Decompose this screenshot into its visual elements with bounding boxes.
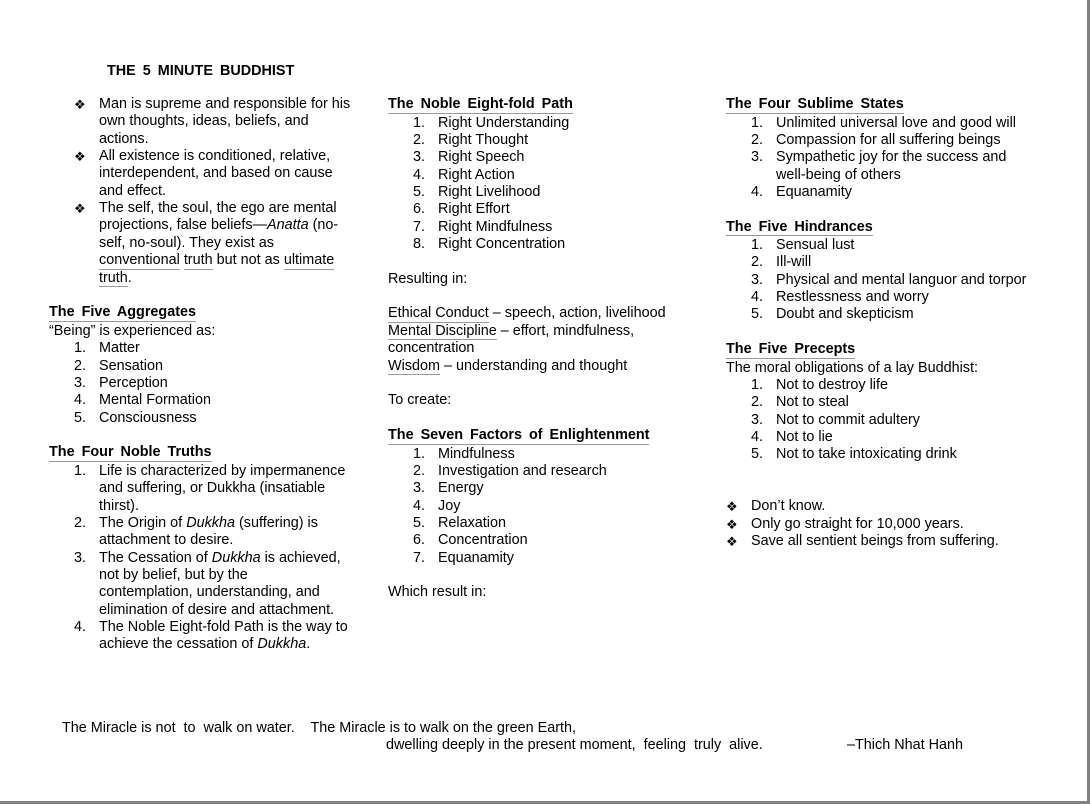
text-span: but not as	[212, 252, 284, 269]
list-item	[388, 550, 718, 567]
closing-bullet-list	[726, 498, 1066, 550]
list-item	[388, 532, 718, 549]
text-span: is achieved,	[260, 549, 341, 566]
item-text: Equanamity	[438, 549, 514, 566]
list-item	[49, 392, 379, 409]
item-text: Right Concentration	[438, 235, 566, 252]
list-item	[726, 132, 1066, 149]
spacer	[388, 567, 718, 584]
list-item	[49, 463, 379, 515]
list-item	[388, 201, 718, 218]
item-text: Not to take intoxicating drink	[776, 446, 957, 463]
precepts-list	[726, 377, 1066, 464]
text-span: (no-	[308, 217, 339, 234]
list-number: 1.	[751, 376, 764, 393]
spacer	[726, 464, 1066, 499]
italic-term: Dukkha	[186, 514, 235, 531]
heading-seven-factors: The Seven Factors of Enlightenment	[388, 427, 650, 444]
aggregates-intro: “Being” is experienced as:	[49, 322, 216, 339]
list-item	[726, 184, 1066, 201]
text-line: and effect.	[99, 182, 166, 199]
eightfold-list	[388, 115, 718, 254]
text-span: – speech, action, livelihood	[488, 305, 666, 322]
list-item	[726, 377, 1066, 394]
item-text: Not to steal	[776, 394, 849, 411]
text-line: well-being of others	[776, 166, 901, 183]
item-text: Perception	[99, 374, 168, 391]
list-number: 3.	[751, 411, 764, 428]
item-text: Right Understanding	[438, 114, 570, 131]
list-number: 2.	[74, 514, 87, 531]
text-line	[99, 636, 379, 653]
item-text: Right Thought	[438, 131, 529, 148]
spacer	[388, 375, 718, 392]
list-number: 5.	[413, 183, 426, 200]
item-text: Right Mindfulness	[438, 218, 553, 235]
item-text: Ill-will	[776, 254, 812, 271]
list-item	[726, 115, 1066, 132]
list-number: 2.	[413, 463, 426, 479]
item-text: Physical and mental languor and torpor	[776, 271, 1027, 288]
quote-line-1: The Miracle is not to walk on water. The Miracle is to walk on the green Earth,	[62, 720, 577, 736]
list-item	[49, 410, 379, 427]
result-mental-discipline	[388, 323, 718, 341]
text-line: interdependent, and based on cause	[99, 165, 333, 182]
list-number: 4.	[751, 429, 764, 445]
list-number: 5.	[751, 446, 764, 463]
item-text: Energy	[438, 480, 484, 497]
list-number: 1.	[413, 114, 426, 131]
underlined-term: truth	[183, 252, 213, 269]
text-span: – effort, mindfulness,	[496, 322, 635, 339]
heading-noble-eightfold-path: The Noble Eight-fold Path	[388, 96, 573, 112]
list-number: 4.	[751, 289, 764, 306]
to-create-label: To create:	[388, 392, 452, 409]
list-item	[726, 237, 1066, 254]
item-text: Right Effort	[438, 201, 510, 218]
list-item	[726, 149, 1066, 184]
item-text: Mindfulness	[438, 445, 515, 462]
sublime-list	[726, 115, 1066, 202]
diamond-bullet-icon: ❖	[726, 499, 738, 515]
diamond-bullet-icon: ❖	[726, 534, 738, 550]
list-number: 2.	[413, 131, 426, 148]
list-number: 8.	[413, 235, 426, 252]
text-line: attachment to desire.	[99, 532, 234, 549]
text-span: (suffering) is	[234, 514, 318, 531]
text-line: thirst).	[99, 497, 139, 514]
item-text: Unlimited universal love and good will	[776, 114, 1016, 131]
list-item	[388, 498, 718, 515]
text-span: .	[127, 269, 132, 286]
heading-four-noble-truths: The Four Noble Truths	[49, 444, 212, 461]
heading-five-precepts: The Five Precepts	[726, 341, 856, 358]
list-item	[388, 167, 718, 184]
list-number: 4.	[413, 166, 426, 183]
text-line: not by belief, but by the	[99, 566, 248, 583]
diamond-bullet-icon: ❖	[74, 97, 86, 112]
list-item	[726, 272, 1066, 289]
column-middle	[388, 96, 718, 602]
item-text: Right Action	[438, 166, 515, 183]
text-line: and suffering, or Dukkha (insatiable	[99, 480, 326, 497]
text-line: Life is characterized by impermanence	[99, 462, 346, 479]
item-text: Right Livelihood	[438, 183, 541, 200]
quote-author: –Thich Nhat Hanh	[847, 737, 963, 753]
list-item	[388, 219, 718, 236]
list-number: 4.	[413, 497, 426, 514]
list-item	[726, 289, 1066, 306]
text-line: Man is supreme and responsible for his	[99, 96, 351, 112]
list-number: 3.	[413, 480, 426, 497]
list-item	[388, 115, 718, 132]
item-text: Compassion for all suffering beings	[776, 131, 1001, 148]
list-item	[726, 429, 1066, 446]
text-line	[99, 515, 379, 532]
list-item	[49, 550, 379, 619]
closing-bullet	[726, 533, 1066, 550]
item-text: Joy	[438, 497, 461, 514]
italic-term: Dukkha	[257, 636, 307, 653]
list-item	[726, 254, 1066, 271]
noble-truths-list	[49, 463, 379, 654]
list-item	[388, 236, 718, 253]
item-text: Sensation	[99, 357, 164, 374]
list-number: 5.	[74, 409, 87, 426]
diamond-bullet-icon: ❖	[74, 149, 86, 165]
item-text: Not to lie	[776, 429, 833, 445]
list-number: 4.	[74, 618, 87, 635]
list-number: 2.	[751, 394, 764, 411]
item-text: Sensual lust	[776, 237, 855, 254]
column-left	[49, 96, 379, 654]
list-item	[388, 446, 718, 463]
list-item	[49, 515, 379, 550]
text-line	[99, 550, 379, 567]
italic-term: Dukkha	[211, 549, 261, 566]
text-line: The Noble Eight-fold Path is the way to	[99, 618, 348, 635]
list-number: 1.	[413, 445, 426, 462]
list-number: 1.	[751, 237, 764, 254]
item-text: Concentration	[438, 532, 528, 549]
underlined-term: conventional	[99, 252, 180, 269]
text-span: projections, false beliefs—	[99, 217, 267, 234]
list-number: 4.	[751, 183, 764, 200]
underlined-term: Mental Discipline	[388, 322, 497, 339]
aggregates-list	[49, 340, 379, 427]
spacer	[49, 287, 379, 304]
list-item	[49, 375, 379, 392]
list-item	[388, 515, 718, 532]
spacer	[49, 427, 379, 444]
list-item	[388, 480, 718, 497]
text-line: actions.	[99, 130, 149, 147]
item-text: Equanamity	[776, 183, 852, 200]
intro-bullet-3	[49, 200, 379, 287]
item-text: Restlessness and worry	[776, 289, 929, 306]
underlined-term: Wisdom	[388, 357, 440, 374]
intro-bullet-2	[49, 148, 379, 200]
closing-bullet	[726, 498, 1066, 515]
list-item	[49, 358, 379, 375]
text-line	[99, 217, 379, 234]
list-number: 3.	[751, 271, 764, 288]
text-span: achieve the cessation of	[99, 636, 258, 653]
heading-four-sublime-states: The Four Sublime States	[726, 96, 904, 112]
text-line: Sympathetic joy for the success and	[776, 149, 1007, 166]
list-item	[726, 394, 1066, 411]
list-number: 7.	[413, 218, 426, 235]
list-item	[388, 132, 718, 149]
text-line: concentration	[388, 340, 475, 357]
list-item	[726, 412, 1066, 429]
list-item	[388, 149, 718, 166]
text-span: The Origin of	[99, 514, 187, 531]
list-number: 1.	[74, 462, 87, 479]
text-line	[99, 252, 379, 270]
page-title: THE 5 MINUTE BUDDHIST	[107, 63, 295, 79]
diamond-bullet-icon: ❖	[74, 201, 86, 217]
item-text: Right Speech	[438, 149, 525, 166]
item-text: Only go straight for 10,000 years.	[751, 515, 964, 532]
hindrances-list	[726, 237, 1066, 324]
list-number: 3.	[413, 149, 426, 166]
quote-line-2: dwelling deeply in the present moment, feeling truly alive.	[386, 737, 763, 753]
list-number: 1.	[751, 114, 764, 131]
heading-five-hindrances: The Five Hindrances	[726, 218, 873, 235]
text-line: self, no-soul). They exist as	[99, 234, 274, 251]
list-number: 2.	[751, 254, 764, 271]
list-item	[49, 619, 379, 654]
text-span: – understanding and thought	[439, 357, 628, 374]
item-text: Not to commit adultery	[776, 411, 920, 428]
item-text: Mental Formation	[99, 392, 211, 409]
heading-five-aggregates: The Five Aggregates	[49, 304, 197, 321]
list-number: 7.	[413, 549, 426, 566]
text-span: .	[306, 636, 311, 653]
diamond-bullet-icon: ❖	[726, 516, 738, 532]
list-number: 2.	[751, 131, 764, 148]
list-number: 4.	[74, 392, 87, 409]
spacer	[726, 201, 1066, 218]
list-number: 6.	[413, 201, 426, 218]
underlined-term: Ethical Conduct	[388, 305, 489, 322]
precepts-intro: The moral obligations of a lay Buddhist:	[726, 359, 978, 376]
intro-bullet-1	[49, 96, 379, 148]
item-text: Don’t know.	[751, 498, 826, 515]
text-line: own thoughts, ideas, beliefs, and	[99, 113, 309, 130]
intro-bullet-list	[49, 96, 379, 287]
item-text: Not to destroy life	[776, 376, 888, 393]
list-number: 1.	[74, 340, 87, 357]
list-number: 3.	[74, 374, 87, 391]
list-number: 3.	[751, 149, 764, 166]
item-text: Save all sentient beings from suffering.	[751, 533, 999, 550]
spacer	[388, 410, 718, 427]
list-number: 5.	[751, 306, 764, 323]
seven-factors-list	[388, 446, 718, 567]
item-text: Investigation and research	[438, 463, 607, 479]
result-ethical-conduct	[388, 305, 718, 323]
text-line: elimination of desire and attachment.	[99, 601, 335, 618]
text-line: The self, the soul, the ego are mental	[99, 200, 337, 217]
column-right	[726, 96, 1066, 550]
list-number: 5.	[413, 515, 426, 532]
list-number: 2.	[74, 357, 87, 374]
which-result-label: Which result in:	[388, 584, 487, 601]
text-line: All existence is conditioned, relative,	[99, 148, 331, 165]
text-line	[99, 270, 379, 288]
item-text: Relaxation	[438, 515, 506, 532]
italic-term: Anatta	[266, 217, 309, 234]
spacer	[388, 253, 718, 270]
result-wisdom	[388, 358, 718, 376]
closing-bullet	[726, 516, 1066, 533]
list-item	[49, 340, 379, 357]
text-span: The Cessation of	[99, 549, 212, 566]
item-text: Consciousness	[99, 409, 197, 426]
list-item	[388, 463, 718, 480]
list-item	[726, 446, 1066, 463]
text-line: contemplation, understanding, and	[99, 584, 320, 601]
spacer	[388, 288, 718, 305]
resulting-in-label: Resulting in:	[388, 270, 468, 287]
item-text: Matter	[99, 340, 140, 357]
list-number: 3.	[74, 549, 87, 566]
list-item	[388, 184, 718, 201]
list-item	[726, 306, 1066, 323]
item-text: Doubt and skepticism	[776, 306, 914, 323]
underlined-term: ultimate	[283, 252, 335, 269]
spacer	[726, 324, 1066, 341]
underlined-term: truth	[99, 269, 128, 286]
list-number: 6.	[413, 532, 426, 549]
